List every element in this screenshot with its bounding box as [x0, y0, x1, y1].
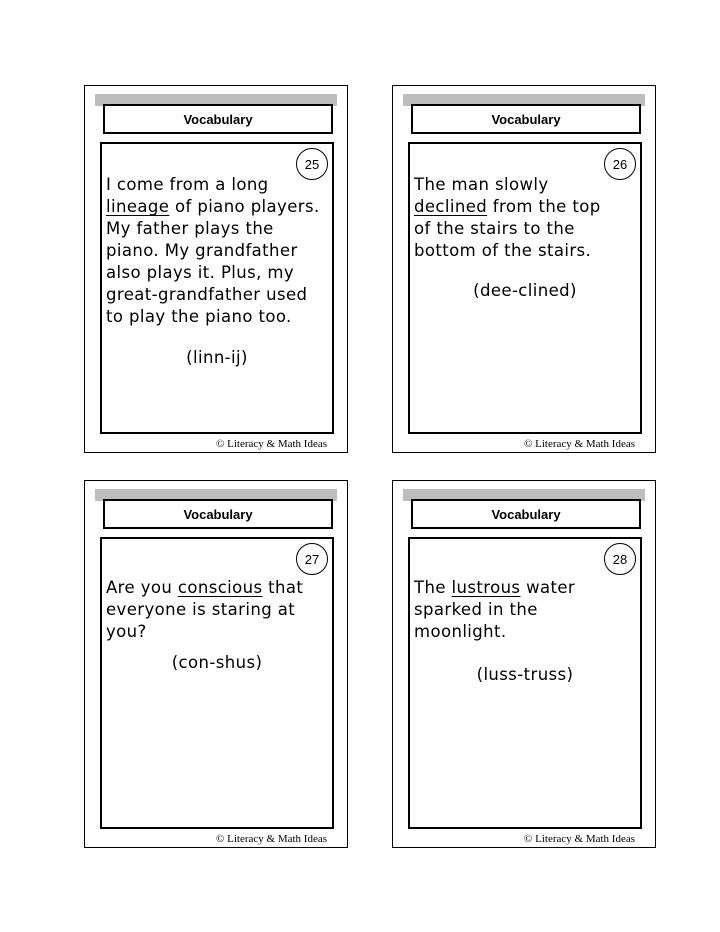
- card-number-badge: 27: [296, 543, 328, 575]
- vocabulary-word: declined: [414, 197, 488, 216]
- card-sentence: [106, 174, 324, 328]
- sentence-end: water sparked in the moonlight.: [414, 578, 576, 641]
- pronunciation: (dee-clined): [473, 281, 577, 300]
- card-header: Vocabulary: [103, 104, 333, 134]
- card-sentence: [106, 577, 320, 643]
- copyright-footer: © Literacy & Math Ideas: [524, 833, 635, 845]
- card-number-badge: 28: [604, 543, 636, 575]
- copyright-footer: © Literacy & Math Ideas: [524, 438, 635, 450]
- card-sentence: [414, 577, 596, 643]
- pronunciation: (con-shus): [171, 653, 263, 672]
- vocabulary-word: lineage: [106, 197, 170, 216]
- card-body: [100, 537, 334, 829]
- card-body: [408, 142, 642, 434]
- sentence-end: of piano players. My father plays the piano. My grandfather also plays it. Plus, my great-grandfather used to play the piano too.: [106, 197, 320, 326]
- sentence-end: from the top of the stairs to the bottom of the stairs.: [414, 197, 601, 260]
- card-header: Vocabulary: [103, 499, 333, 529]
- card-body: [408, 537, 642, 829]
- card-header: Vocabulary: [411, 104, 641, 134]
- sentence-start: I come from a long: [106, 175, 269, 194]
- pronunciation: (linn-ij): [186, 348, 248, 367]
- vocabulary-card-25: [84, 85, 348, 453]
- sentence-start: The: [414, 578, 452, 597]
- copyright-footer: © Literacy & Math Ideas: [216, 833, 327, 845]
- vocabulary-card-27: [84, 480, 348, 848]
- card-header: Vocabulary: [411, 499, 641, 529]
- copyright-footer: © Literacy & Math Ideas: [216, 438, 327, 450]
- vocabulary-word: lustrous: [451, 578, 521, 597]
- card-number-badge: 26: [604, 148, 636, 180]
- card-sentence: [414, 174, 620, 262]
- sentence-start: The man slowly: [414, 175, 549, 194]
- card-body: [100, 142, 334, 434]
- sentence-start: Are you: [106, 578, 178, 597]
- card-number-badge: 25: [296, 148, 328, 180]
- pronunciation: (luss-truss): [476, 665, 574, 684]
- vocabulary-word: conscious: [177, 578, 263, 597]
- vocabulary-card-28: [392, 480, 656, 848]
- sentence-end: that everyone is staring at you?: [106, 578, 304, 641]
- vocabulary-card-26: [392, 85, 656, 453]
